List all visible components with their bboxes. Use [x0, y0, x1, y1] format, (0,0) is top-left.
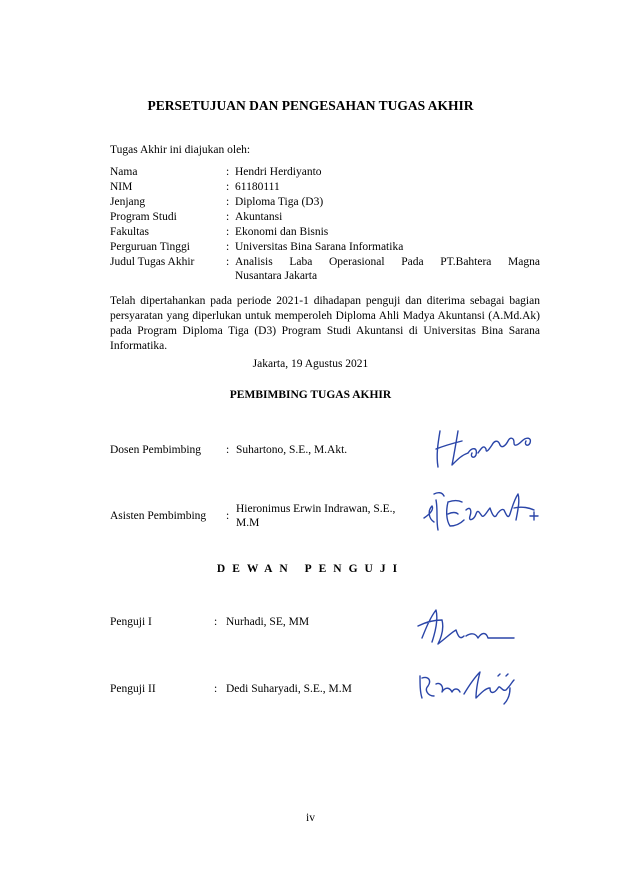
field-value: 61180111 — [235, 181, 280, 193]
examiner-name: Nurhadi, SE, MM — [226, 616, 310, 628]
examiner-role: Penguji I — [110, 616, 152, 628]
field-label: Jenjang — [110, 196, 146, 208]
examiner-colon: : — [214, 616, 218, 628]
signature-penguji-1 — [412, 602, 522, 652]
page-number: iv — [306, 812, 315, 824]
advisor-role: Asisten Pembimbing — [110, 510, 207, 522]
field-nama — [110, 166, 540, 180]
advisor-colon: : — [226, 444, 230, 456]
field-colon: : — [226, 196, 230, 208]
examiner-colon: : — [214, 683, 218, 695]
field-perguruan-tinggi — [110, 241, 540, 255]
field-label: Judul Tugas Akhir — [110, 256, 195, 268]
field-judul-tugas-akhir — [110, 256, 540, 286]
field-fakultas — [110, 226, 540, 240]
statement-paragraph: Telah dipertahankan pada periode 2021-1 dihadapan penguji dan diterima sebagai bagian persyaratan yang diperlukan untuk memperoleh Diploma Ahli Madya Akuntansi (A.Md.Ak) pada Program Diploma Tiga (D3) Program Studi Akuntansi di Universitas Bina Sarana Informatika. — [110, 295, 540, 352]
field-colon: : — [226, 181, 230, 193]
field-value-line2: Nusantara Jakarta — [235, 270, 318, 282]
field-colon: : — [226, 241, 230, 253]
field-colon: : — [226, 256, 230, 268]
examiner-role: Penguji II — [110, 683, 156, 695]
field-program-studi — [110, 211, 540, 225]
field-colon: : — [226, 166, 230, 178]
advisor-name-line2: M.M — [236, 517, 260, 529]
advisor-colon: : — [226, 510, 230, 522]
intro-text: Tugas Akhir ini diajukan oleh: — [110, 144, 251, 156]
field-value: Ekonomi dan Bisnis — [235, 226, 329, 238]
signature-dosen-pembimbing — [428, 423, 548, 473]
place-date: Jakarta, 19 Agustus 2021 — [252, 358, 369, 370]
signature-asisten-pembimbing — [418, 480, 548, 540]
field-label: NIM — [110, 181, 133, 193]
field-value: Hendri Herdiyanto — [235, 166, 322, 178]
field-label: Program Studi — [110, 211, 177, 223]
advisor-role: Dosen Pembimbing — [110, 444, 202, 456]
field-colon: : — [226, 226, 230, 238]
field-label: Perguruan Tinggi — [110, 241, 190, 253]
field-value: Analisis Laba Operasional Pada PT.Bahtera Magna — [235, 256, 540, 268]
advisor-heading: PEMBIMBING TUGAS AKHIR — [229, 389, 392, 401]
advisor-name: Hieronimus Erwin Indrawan, S.E., — [236, 503, 396, 515]
examiner-heading: DEWAN PENGUJI — [216, 563, 405, 575]
field-value: Akuntansi — [235, 211, 283, 223]
advisor-name: Suhartono, S.E., M.Akt. — [236, 444, 348, 456]
examiner-name: Dedi Suharyadi, S.E., M.M — [226, 683, 352, 695]
field-label: Fakultas — [110, 226, 149, 238]
signature-penguji-2 — [414, 666, 524, 706]
field-label: Nama — [110, 166, 138, 178]
field-value: Universitas Bina Sarana Informatika — [235, 241, 404, 253]
field-nim — [110, 181, 540, 195]
page-title: PERSETUJUAN DAN PENGESAHAN TUGAS AKHIR — [147, 98, 474, 113]
field-jenjang — [110, 196, 540, 210]
field-colon: : — [226, 211, 230, 223]
field-value: Diploma Tiga (D3) — [235, 196, 324, 208]
